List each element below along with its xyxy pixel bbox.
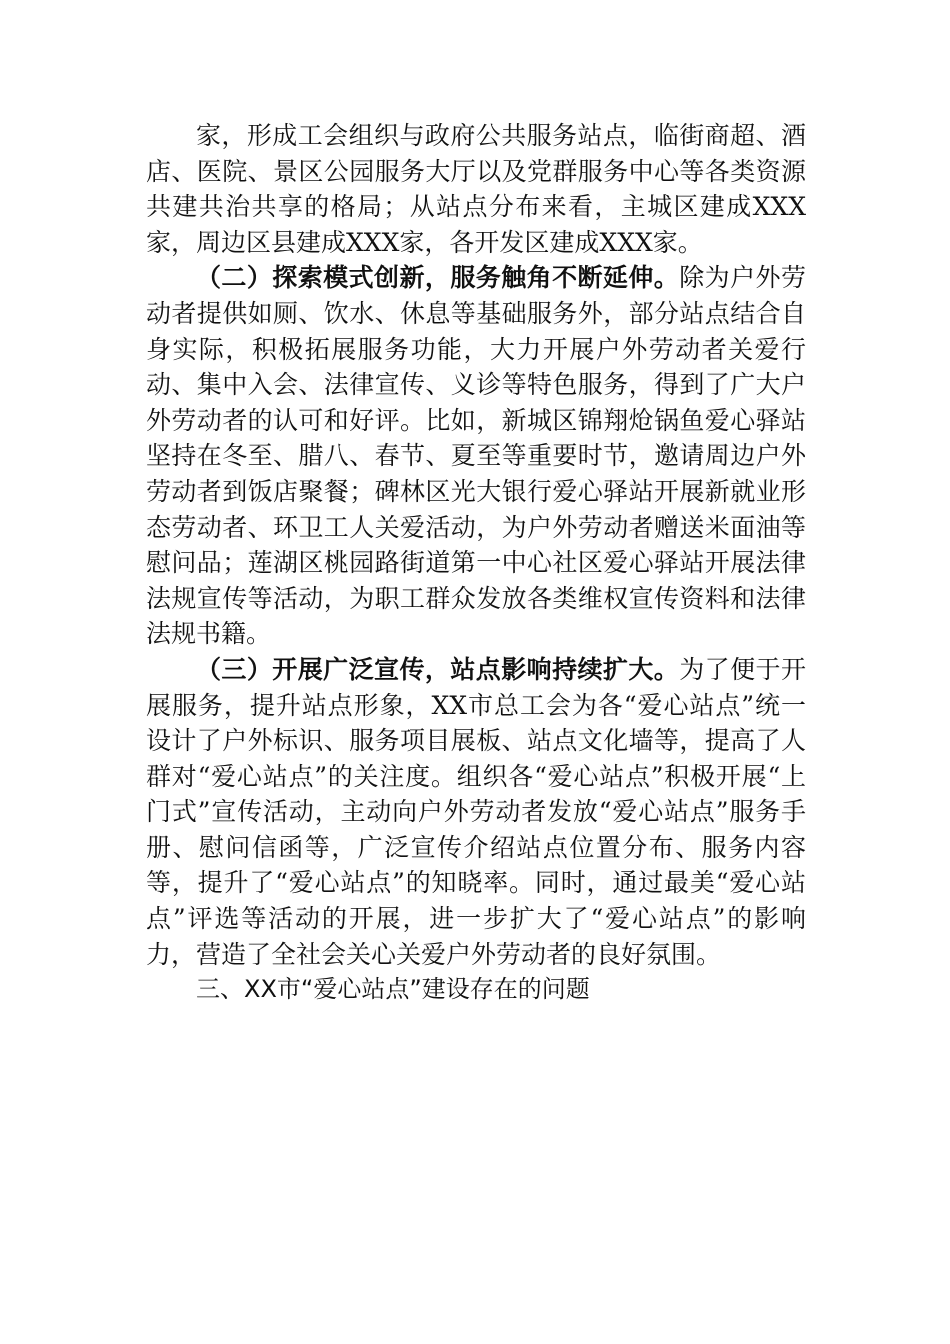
paragraph-2	[146, 260, 806, 652]
section-heading: 三、XX市“爱心站点”建设存在的问题	[196, 975, 590, 1004]
paragraph-1	[146, 118, 806, 260]
paragraph-2-lead: （二）探索模式创新，服务触角不断延伸。	[196, 263, 680, 293]
paragraph-3-text: 为了便于开展服务，提升站点形象，XX市总工会为各“爱心站点”统一设计了户外标识、服务项目展板、站点文化墙等，提高了人群对“爱心站点”的关注度。组织各“爱心站点”积极开展“上门式”宣传活动，主动向户外劳动者发放“爱心站点”服务手册、慰问信函等，广泛宣传介绍站点位置分布、服务内容等，提升了“爱心站点”的知晓率。同时，通过最美“爱心站点”评选等活动的开展，进一步扩大了“爱心站点”的影响力，营造了全社会关心关爱户外劳动者的良好氛围。	[146, 654, 806, 969]
paragraph-3	[146, 652, 806, 972]
paragraph-1-text: 家，形成工会组织与政府公共服务站点，临街商超、酒店、医院、景区公园服务大厅以及党群服务中心等各类资源共建共治共享的格局；从站点分布来看，主城区建成XXX家，周边区县建成XXX家，各开发区建成XXX家。	[146, 121, 806, 257]
paragraph-2-text: 除为户外劳动者提供如厕、饮水、休息等基础服务外，部分站点结合自身实际，积极拓展服务功能，大力开展户外劳动者关爱行动、集中入会、法律宣传、义诊等特色服务，得到了广大户外劳动者的认可和好评。比如，新城区锦翔炝锅鱼爱心驿站坚持在冬至、腊八、春节、夏至等重要时节，邀请周边户外劳动者到饭店聚餐；碑林区光大银行爱心驿站开展新就业形态劳动者、环卫工人关爱活动，为户外劳动者赠送米面油等慰问品；莲湖区桃园路街道第一中心社区爱心驿站开展法律法规宣传等活动，为职工群众发放各类维权宣传资料和法律法规书籍。	[146, 263, 806, 649]
document-page	[146, 118, 806, 1008]
paragraph-3-lead: （三）开展广泛宣传，站点影响持续扩大。	[196, 654, 680, 684]
